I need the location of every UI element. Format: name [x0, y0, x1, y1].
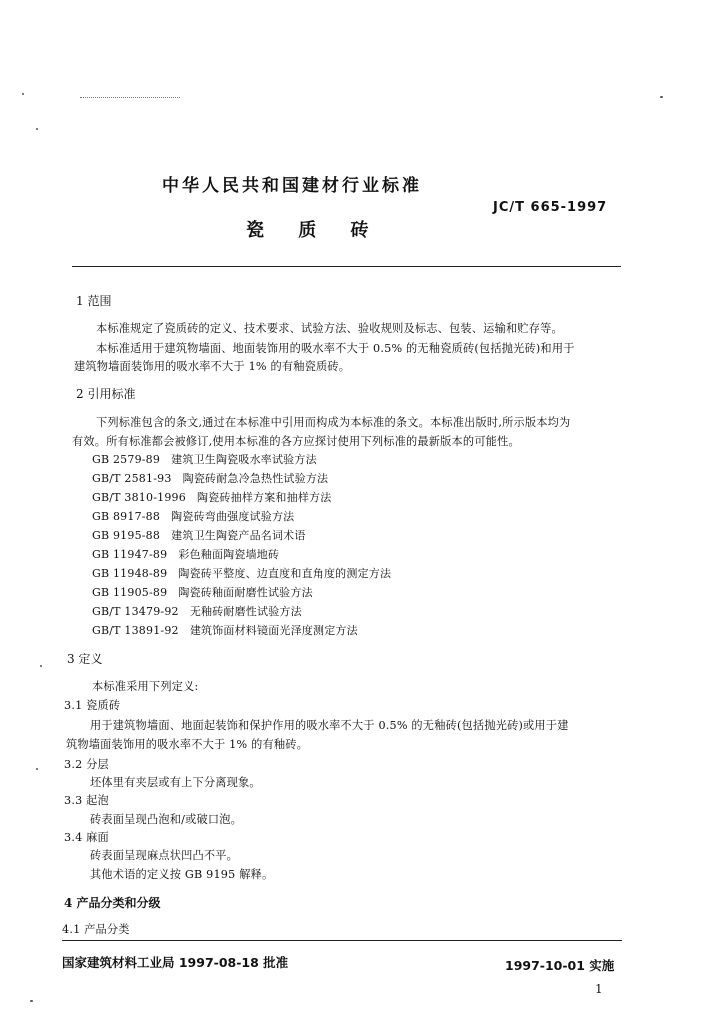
definition-other-note: 其他术语的定义按 GB 9195 解释。	[90, 868, 274, 881]
implementation-date: 1997-10-01 实施	[505, 958, 615, 973]
reference-item: GB 11948-89 陶瓷砖平整度、边直度和直角度的测定方法	[92, 567, 392, 580]
standard-code: JC/T 665-1997	[493, 200, 608, 215]
page-number: 1	[595, 982, 603, 996]
scan-speck	[22, 93, 24, 95]
section-2-paragraph: 下列标准包含的条文,通过在本标准中引用而构成为本标准的条文。本标准出版时,所示版本均为	[96, 416, 571, 429]
approval-date: 国家建筑材料工业局 1997-08-18 批准	[62, 955, 289, 970]
document-title: 瓷 质 砖	[246, 220, 383, 241]
scan-speck	[660, 96, 663, 98]
reference-item: GB/T 13479-92 无釉砖耐磨性试验方法	[92, 605, 302, 618]
definition-3-3-text: 砖表面呈现凸泡和/或破口泡。	[90, 813, 243, 826]
definition-3-1-text: 用于建筑物墙面、地面起装饰和保护作用的吸水率不大于 0.5% 的无釉砖(包括抛光砖)或用于建	[90, 719, 569, 732]
scan-speck	[40, 665, 42, 667]
reference-item: GB/T 3810-1996 陶瓷砖抽样方案和抽样方法	[92, 491, 332, 504]
issuing-body: 中华人民共和国建材行业标准	[162, 176, 422, 196]
scan-speck	[36, 768, 38, 770]
definition-3-3-heading: 3.3 起泡	[64, 794, 109, 807]
section-4-heading: 4 产品分类和分级	[64, 896, 161, 910]
header-rule	[72, 266, 621, 267]
scan-noise-line	[80, 97, 180, 98]
reference-item: GB/T 13891-92 建筑饰面材料镜面光泽度测定方法	[92, 624, 358, 637]
definition-3-4-text: 砖表面呈现麻点状凹凸不平。	[90, 849, 239, 862]
reference-item: GB 8917-88 陶瓷砖弯曲强度试验方法	[92, 510, 295, 523]
section-2-paragraph-cont: 有效。所有标准都会被修订,使用本标准的各方应探讨使用下列标准的最新版本的可能性。	[72, 435, 520, 448]
reference-item: GB 11905-89 陶瓷砖釉面耐磨性试验方法	[92, 586, 313, 599]
definition-3-2-text: 坯体里有夹层或有上下分离现象。	[90, 776, 261, 789]
scan-speck	[30, 1000, 33, 1002]
section-1-paragraph-1: 本标准规定了瓷质砖的定义、技术要求、试验方法、验收规则及标志、包装、运输和贮存等。	[96, 322, 563, 335]
definition-3-4-heading: 3.4 麻面	[64, 831, 109, 844]
section-3-intro: 本标准采用下列定义:	[92, 680, 199, 693]
definition-3-2-heading: 3.2 分层	[64, 758, 109, 771]
section-4-1-heading: 4.1 产品分类	[62, 923, 130, 936]
definition-3-1-text-cont: 筑物墙面装饰用的吸水率不大于 1% 的有釉砖。	[66, 738, 309, 751]
section-1-paragraph-2-cont: 建筑物墙面装饰用的吸水率不大于 1% 的有釉瓷质砖。	[74, 360, 351, 373]
reference-item: GB 11947-89 彩色釉面陶瓷墙地砖	[92, 548, 280, 561]
reference-item: GB 2579-89 建筑卫生陶瓷吸水率试验方法	[92, 453, 317, 466]
section-2-heading: 2 引用标准	[76, 387, 136, 401]
reference-item: GB/T 2581-93 陶瓷砖耐急冷急热性试验方法	[92, 472, 329, 485]
section-3-heading: 3 定义	[67, 652, 103, 666]
scan-speck	[36, 128, 38, 130]
section-1-heading: 1 范围	[76, 294, 112, 308]
section-1-paragraph-2: 本标准适用于建筑物墙面、地面装饰用的吸水率不大于 0.5% 的无釉瓷质砖(包括抛光砖)和用于	[96, 342, 575, 355]
definition-3-1-heading: 3.1 瓷质砖	[64, 699, 121, 712]
footer-rule	[62, 940, 622, 941]
reference-item: GB 9195-88 建筑卫生陶瓷产品名词术语	[92, 529, 306, 542]
